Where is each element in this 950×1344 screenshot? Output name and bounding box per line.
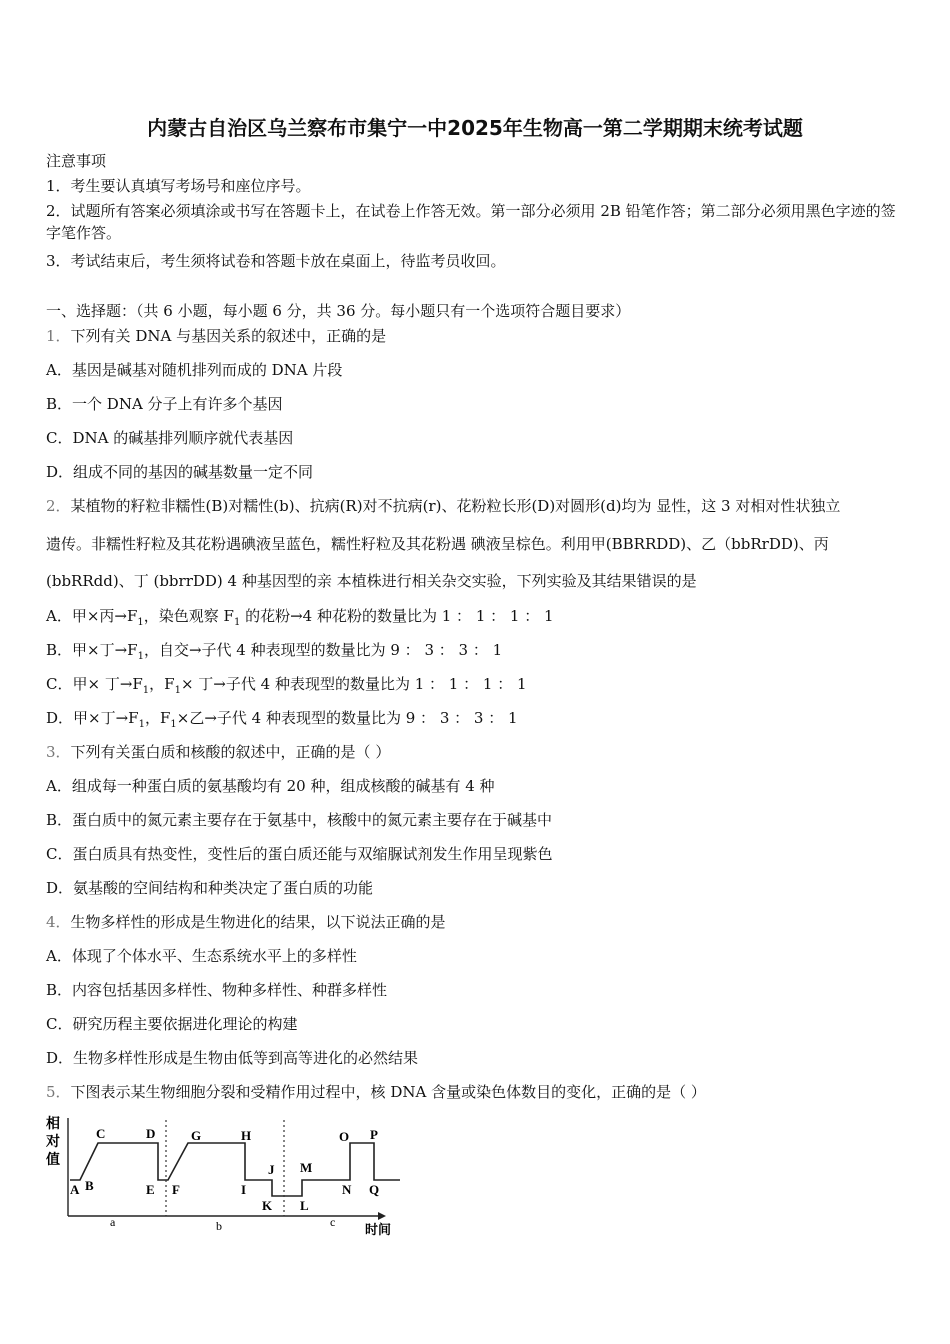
ylabel-char: 对 xyxy=(46,1135,60,1150)
question-number: 3． xyxy=(46,743,71,761)
question-2-stem-line1: 2．某植物的籽粒非糯性(B)对糯性(b)、抗病(R)对不抗病(r)、花粉粒长形(D)对圆形(d)均为 显性，这 3 对相对性状独立 xyxy=(46,497,841,515)
q2-option-a: A．甲×丙$\to F_1$，染色观察 $F_1$ 的花粉→4 种花粉的数量比为 1 ： 1 ： 1 ： 1 xyxy=(46,607,554,628)
q2-option-d: D．甲×丁$\to F_1$，$F_1\times$乙→子代 4 种表现型的数量比为 9 ： 3 ： 3 ： 1 xyxy=(46,709,518,730)
point-label: N xyxy=(342,1182,352,1197)
point-label: A xyxy=(70,1182,80,1197)
notice-heading: 注意事项 xyxy=(46,152,107,170)
point-label: L xyxy=(300,1198,309,1213)
point-label: P xyxy=(370,1127,378,1142)
q2-option-c: C．甲× 丁$\to F_1$，$F_1\times$ 丁→子代 4 种表现型的数量比为 1 ： 1 ： 1 ： 1 xyxy=(46,675,527,696)
point-label: I xyxy=(241,1182,247,1197)
point-label: K xyxy=(262,1198,273,1213)
q3-option-d: D．氨基酸的空间结构和种类决定了蛋白质的功能 xyxy=(46,879,374,897)
point-label: F xyxy=(172,1182,180,1197)
question-3-stem: 3．下列有关蛋白质和核酸的叙述中，正确的是（ ） xyxy=(46,743,391,761)
point-label: B xyxy=(85,1178,94,1193)
segment-label: a xyxy=(110,1215,116,1229)
segment-label: c xyxy=(330,1215,336,1229)
q4-option-c: C．研究历程主要依据进化理论的构建 xyxy=(46,1015,298,1033)
segment-label: b xyxy=(216,1219,222,1233)
q1-option-b: B．一个 DNA 分子上有许多个基因 xyxy=(46,395,283,413)
q3-option-b: B．蛋白质中的氮元素主要存在于氨基中，核酸中的氮元素主要存在于碱基中 xyxy=(46,811,553,829)
question-5-stem: 5．下图表示某生物细胞分裂和受精作用过程中，核 DNA 含量或染色体数目的变化，正确的是（ ） xyxy=(46,1083,706,1101)
notice-item-2: 2．试题所有答案必须填涂或书写在答题卡上，在试卷上作答无效。第一部分必须用 2B 铅笔作答；第二部分必须用黑色字迹的签字笔作答。 xyxy=(46,202,896,242)
q1-option-d: D．组成不同的基因的碱基数量一定不同 xyxy=(46,463,314,481)
xlabel: 时间 xyxy=(365,1222,392,1237)
q1-option-a: A．基因是碱基对随机排列而成的 DNA 片段 xyxy=(46,361,343,379)
q1-option-c: C．DNA 的碱基排列顺序就代表基因 xyxy=(46,429,294,447)
question-number: 2． xyxy=(46,497,71,515)
question-2-stem-line2: 遗传。非糯性籽粒及其花粉遇碘液呈蓝色，糯性籽粒及其花粉遇 碘液呈棕色。利用甲(BBRRDD)、乙（bbRrDD)、丙 xyxy=(46,535,829,553)
q3-option-c: C．蛋白质具有热变性，变性后的蛋白质还能与双缩脲试剂发生作用呈现紫色 xyxy=(46,845,553,863)
section-heading: 一、选择题：（共 6 小题，每小题 6 分，共 36 分。每小题只有一个选项符合题目要求） xyxy=(46,302,631,320)
q2-option-b: B．甲×丁$\to F_1$，自交→子代 4 种表现型的数量比为 9 ： 3 ： 3 ： 1 xyxy=(46,641,503,662)
point-label: J xyxy=(268,1162,275,1177)
question-number: 5． xyxy=(46,1083,71,1101)
q4-option-b: B．内容包括基因多样性、物种多样性、种群多样性 xyxy=(46,981,388,999)
point-label: Q xyxy=(369,1182,380,1197)
ylabel-char: 相 xyxy=(46,1117,60,1132)
ylabel-char: 值 xyxy=(46,1153,60,1168)
q3-option-a: A．组成每一种蛋白质的氨基酸均有 20 种，组成核酸的碱基有 4 种 xyxy=(46,777,495,795)
notice-item-1: 1．考生要认真填写考场号和座位序号。 xyxy=(46,177,311,195)
question-1-stem: 1．下列有关 DNA 与基因关系的叙述中，正确的是 xyxy=(46,327,387,345)
point-label: O xyxy=(339,1129,350,1144)
q4-option-a: A．体现了个体水平、生态系统水平上的多样性 xyxy=(46,947,357,965)
question-number: 4． xyxy=(46,913,71,931)
point-label: H xyxy=(241,1128,252,1143)
question-2-stem-line3: (bbRRdd)、丁 (bbrrDD) 4 种基因型的亲 本植株进行相关杂交实验，下列实验及其结果错误的是 xyxy=(46,572,697,590)
notice-item-3: 3．考试结束后，考生须将试卷和答题卡放在桌面上，待监考员收回。 xyxy=(46,252,506,270)
question-4-stem: 4．生物多样性的形成是生物进化的结果，以下说法正确的是 xyxy=(46,913,446,931)
question-number: 1． xyxy=(46,327,71,345)
exam-title: 内蒙古自治区乌兰察布市集宁一中2025年生物高一第二学期期末统考试题 xyxy=(147,116,803,140)
point-label: G xyxy=(191,1128,202,1143)
x-axis-arrow xyxy=(378,1212,386,1220)
point-label: E xyxy=(146,1182,155,1197)
point-label: C xyxy=(96,1126,106,1141)
q4-option-d: D．生物多样性形成是生物由低等到高等进化的必然结果 xyxy=(46,1049,419,1067)
point-label: M xyxy=(300,1160,313,1175)
dna-chromosome-figure xyxy=(40,1110,410,1240)
point-label: D xyxy=(146,1126,156,1141)
